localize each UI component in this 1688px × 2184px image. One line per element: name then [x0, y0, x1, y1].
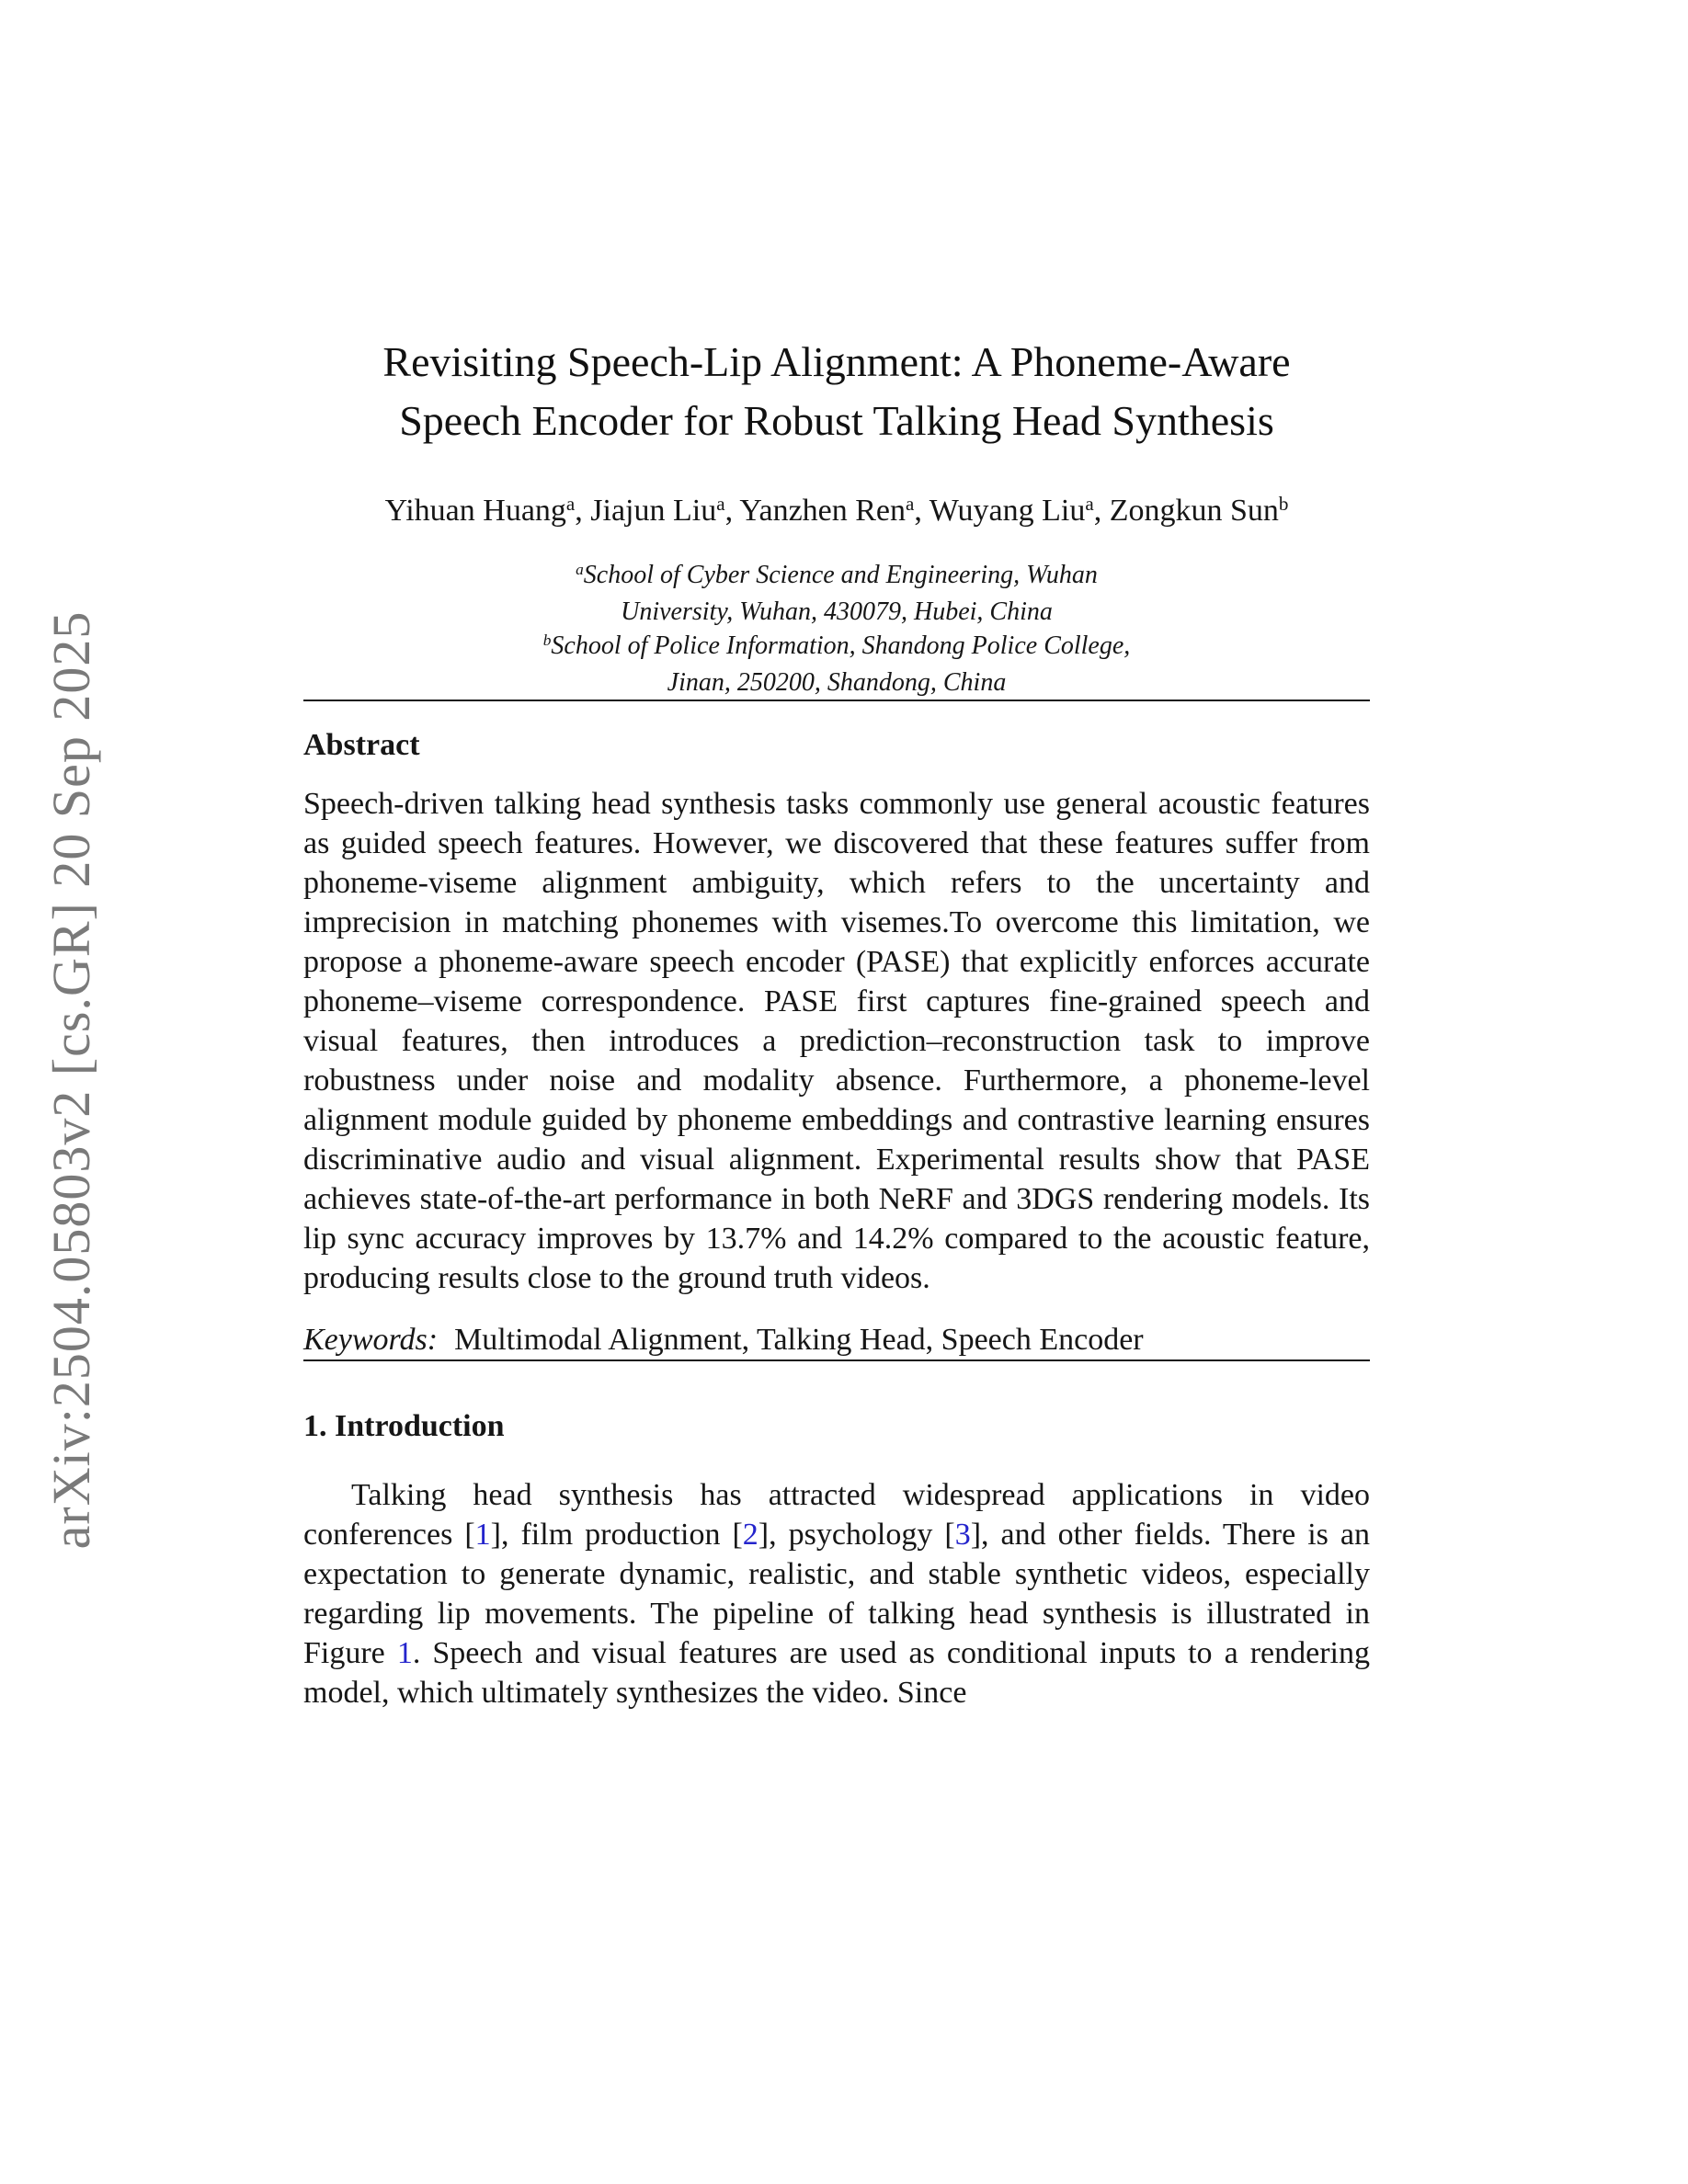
paragraph-text: ], and other fields. There is an expectation to generate dynamic, realistic, and stable synthetic videos, especially regarding lip movements. The pipeline of talking head synthesis is illustrated in Figure — [303, 1518, 1370, 1670]
author-affiliation-mark: b — [1278, 493, 1289, 516]
arxiv-watermark: arXiv:2504.05803v2 [cs.GR] 20 Sep 2025 — [41, 610, 101, 1550]
paragraph-text: ], psychology [ — [758, 1518, 955, 1552]
keywords-list: Multimodal Alignment, Talking Head, Speech Encoder — [454, 1323, 1144, 1357]
abstract-divider-top — [303, 700, 1370, 701]
affiliation — [533, 558, 1140, 629]
affiliation — [533, 629, 1140, 700]
author-affiliation-mark: a — [565, 493, 576, 516]
author-separator: , — [1093, 494, 1110, 528]
author-name: Wuyang Liu — [929, 494, 1086, 528]
author-separator: , — [575, 494, 591, 528]
section-heading-introduction: 1. Introduction — [303, 1409, 505, 1443]
paper-content-column — [303, 0, 1370, 1712]
paragraph-text: Talking head synthesis has attracted widespread applications in video conferences [ — [303, 1478, 1370, 1552]
author-affiliation-mark: a — [716, 493, 725, 516]
paper-title: Revisiting Speech-Lip Alignment: A Phoneme-Aware Speech Encoder for Robust Talking Head Synthesis — [382, 338, 1291, 444]
author-affiliation-mark: a — [906, 493, 915, 516]
introduction-paragraph — [303, 1475, 1370, 1712]
abstract-text: Speech-driven talking head synthesis tasks commonly use general acoustic features as guided speech features. However, we discovered that these features suffer from phoneme-viseme alignment ambiguity, which refers to the uncertainty and imprecision in matching phonemes with visemes.To overcome this limitation, we propose a phoneme-aware speech encoder (PASE) that explicitly enforces accurate phoneme–viseme correspondence. PASE first captures fine-grained speech and visual features, then introduces a prediction–reconstruction task to improve robustness under noise and modality absence. Furthermore, a phoneme-level alignment module guided by phoneme embeddings and contrastive learning ensures discriminative audio and visual alignment. Experimental results show that PASE achieves state-of-the-art performance in both NeRF and 3DGS rendering models. Its lip sync accuracy improves by 13.7% and 14.2% compared to the acoustic feature, producing results close to the ground truth videos. — [303, 787, 1370, 1295]
introduction-section — [303, 1407, 1370, 1712]
affiliation-text: School of Police Information, Shandong Police College, Jinan, 250200, Shandong, China — [551, 631, 1131, 697]
keywords-label: Keywords: — [303, 1323, 439, 1357]
abstract-section — [303, 727, 1370, 1359]
author-line — [303, 491, 1370, 534]
affiliation-text: School of Cyber Science and Engineering, Wuhan University, Wuhan, 430079, Hubei, China — [583, 561, 1098, 626]
paragraph-text: ], film production [ — [490, 1518, 743, 1552]
author-name: Yihuan Huang — [384, 494, 566, 528]
author-name: Zongkun Sun — [1109, 494, 1279, 528]
affiliation-mark: a — [576, 561, 584, 579]
author-name: Yanzhen Ren — [739, 494, 907, 528]
citation-link-2[interactable]: 2 — [742, 1518, 758, 1552]
author-name: Jiajun Liu — [590, 494, 717, 528]
figure-1-reference-link[interactable]: 1 — [396, 1636, 413, 1670]
affiliation-mark: b — [542, 631, 552, 650]
author-separator: , — [914, 494, 930, 528]
keywords-line — [303, 1320, 1370, 1359]
author-affiliation-mark: a — [1085, 493, 1094, 516]
affiliations-block — [303, 558, 1370, 700]
abstract-heading: Abstract — [303, 728, 420, 762]
paragraph-text: . Speech and visual features are used as conditional inputs to a rendering model, which ultimately synthesizes the video. Since — [303, 1636, 1370, 1710]
abstract-divider-bottom — [303, 1359, 1370, 1361]
citation-link-3[interactable]: 3 — [954, 1518, 971, 1552]
citation-link-1[interactable]: 1 — [474, 1518, 491, 1552]
author-separator: , — [724, 494, 740, 528]
